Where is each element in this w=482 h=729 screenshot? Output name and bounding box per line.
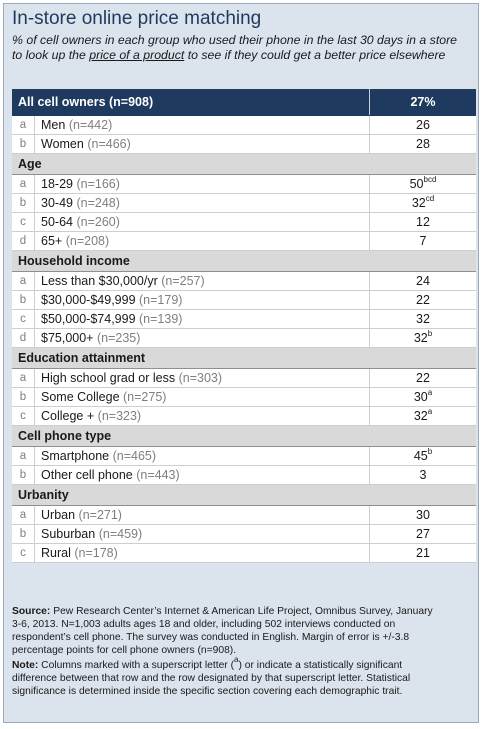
row-value-cell xyxy=(370,135,477,154)
row-label-cell xyxy=(35,175,370,194)
subtitle-line-1: % of cell owners in each group who used their phone in the last 30 days in a store xyxy=(12,33,458,47)
significance-superscript: a xyxy=(427,388,433,397)
table-row xyxy=(12,329,476,348)
row-value-cell xyxy=(370,369,477,388)
row-value-cell xyxy=(370,232,477,251)
source-label: Source: xyxy=(12,606,51,617)
row-label-cell xyxy=(35,310,370,329)
table-row xyxy=(12,407,476,426)
page-title: In-store online price matching xyxy=(12,8,262,29)
row-letter: a xyxy=(12,272,35,291)
header-label: All cell owners (n=908) xyxy=(12,89,370,116)
row-value-cell xyxy=(370,272,477,291)
table-row xyxy=(12,466,476,485)
table-row xyxy=(12,544,476,563)
row-letter: c xyxy=(12,213,35,232)
row-label-cell xyxy=(35,291,370,310)
row-letter: b xyxy=(12,135,35,154)
row-value-cell xyxy=(370,466,477,485)
note-post: ) or indicate a statistically significant xyxy=(238,660,403,671)
row-sample-size: (n=275) xyxy=(123,390,167,404)
table-row xyxy=(12,506,476,525)
significance-superscript: b xyxy=(427,447,433,456)
row-sample-size: (n=260) xyxy=(76,215,120,229)
row-letter: b xyxy=(12,194,35,213)
row-value-cell xyxy=(370,329,477,348)
row-letter: b xyxy=(12,525,35,544)
row-label: Urban xyxy=(41,508,76,522)
row-sample-size: (n=303) xyxy=(178,371,223,385)
row-letter: b xyxy=(12,466,35,485)
row-letter: a xyxy=(12,506,35,525)
significance-superscript: cd xyxy=(425,194,435,203)
row-label: Other cell phone xyxy=(41,468,133,482)
row-label: 50-64 xyxy=(41,215,73,229)
table-row xyxy=(12,116,476,135)
row-letter: c xyxy=(12,407,35,426)
row-label-cell xyxy=(35,213,370,232)
row-letter: c xyxy=(12,544,35,563)
row-label: 18-29 xyxy=(41,177,73,191)
row-value-cell xyxy=(370,506,477,525)
row-label-cell xyxy=(35,466,370,485)
table-row xyxy=(12,213,476,232)
note-line-2: difference between that row and the row designated by that superscript letter. Statistical xyxy=(12,673,411,684)
section-title: Cell phone type xyxy=(12,426,476,447)
row-sample-size: (n=208) xyxy=(65,234,110,248)
row-letter: a xyxy=(12,175,35,194)
row-label: 65+ xyxy=(41,234,63,248)
row-value: 32 xyxy=(413,409,428,423)
subtitle-line-2-pre: to look up the xyxy=(12,48,90,62)
row-sample-size: (n=166) xyxy=(76,177,120,191)
row-sample-size: (n=442) xyxy=(68,118,113,132)
row-sample-size: (n=178) xyxy=(74,546,118,560)
row-value: 30 xyxy=(413,390,428,404)
footnote xyxy=(12,605,474,700)
table-row xyxy=(12,175,476,194)
row-label: High school grad or less xyxy=(41,371,176,385)
row-letter: a xyxy=(12,369,35,388)
section-header xyxy=(12,426,476,447)
section-header xyxy=(12,485,476,506)
row-label: $75,000+ xyxy=(41,331,94,345)
row-label-cell xyxy=(35,232,370,251)
row-value: 22 xyxy=(416,293,430,307)
header-value: 27% xyxy=(370,89,477,116)
row-sample-size: (n=459) xyxy=(98,527,143,541)
row-value-cell xyxy=(370,544,477,563)
row-sample-size: (n=323) xyxy=(97,409,142,423)
row-label-cell xyxy=(35,369,370,388)
row-letter: c xyxy=(12,310,35,329)
row-value: 12 xyxy=(416,215,430,229)
row-sample-size: (n=443) xyxy=(136,468,180,482)
note-pre: Columns marked with a superscript letter ( xyxy=(38,660,235,671)
note-superscript: a xyxy=(234,655,239,664)
table-row xyxy=(12,194,476,213)
row-letter: b xyxy=(12,291,35,310)
row-value-cell xyxy=(370,175,477,194)
row-value: 32 xyxy=(411,196,426,210)
row-label-cell xyxy=(35,329,370,348)
row-sample-size: (n=271) xyxy=(78,508,122,522)
subtitle-underlined-phrase: price of a product xyxy=(89,48,185,62)
row-value-cell xyxy=(370,310,477,329)
source-note xyxy=(12,605,474,657)
row-value-cell xyxy=(370,447,477,466)
row-label-cell xyxy=(35,388,370,407)
row-value: 45 xyxy=(413,449,428,463)
table-row xyxy=(12,525,476,544)
row-value: 7 xyxy=(419,234,427,248)
row-value-cell xyxy=(370,116,477,135)
row-label: Men xyxy=(41,118,66,132)
row-sample-size: (n=257) xyxy=(161,274,205,288)
table-row xyxy=(12,369,476,388)
note-line-3: significance is determined inside the specific section covering each demographic trait. xyxy=(12,686,403,697)
table-row xyxy=(12,135,476,154)
row-label: Women xyxy=(41,137,84,151)
table-header-row xyxy=(12,89,476,116)
row-value: 24 xyxy=(416,274,430,288)
row-label: 30-49 xyxy=(41,196,73,210)
table-row xyxy=(12,232,476,251)
row-label: Smartphone xyxy=(41,449,110,463)
row-sample-size: (n=466) xyxy=(87,137,131,151)
table-row xyxy=(12,291,476,310)
row-sample-size: (n=248) xyxy=(76,196,120,210)
row-value: 28 xyxy=(416,137,430,151)
row-label-cell xyxy=(35,506,370,525)
row-letter: a xyxy=(12,116,35,135)
row-letter: d xyxy=(12,232,35,251)
chart-panel xyxy=(3,3,479,723)
row-value: 32 xyxy=(413,331,428,345)
subtitle-line-2 xyxy=(12,48,474,63)
row-value-cell xyxy=(370,525,477,544)
row-sample-size: (n=179) xyxy=(139,293,183,307)
row-label: Some College xyxy=(41,390,120,404)
row-value: 30 xyxy=(416,508,430,522)
source-line-2: 3-6, 2013. N=1,003 adults ages 18 and older, including 502 interviews conducted on xyxy=(12,619,396,630)
source-line-1: Pew Research Center’s Internet & American Life Project, Omnibus Survey, January xyxy=(50,606,433,617)
row-value: 22 xyxy=(416,371,430,385)
row-label-cell xyxy=(35,407,370,426)
section-header xyxy=(12,154,476,175)
row-value: 32 xyxy=(416,312,430,326)
source-line-3: respondent’s cell phone. The survey was conducted in English. Margin of error is +/-3.8 xyxy=(12,632,410,643)
row-sample-size: (n=235) xyxy=(96,331,141,345)
row-value-cell xyxy=(370,213,477,232)
results-table xyxy=(12,89,476,563)
significance-superscript: bcd xyxy=(423,175,437,184)
row-label: Suburban xyxy=(41,527,96,541)
section-title: Urbanity xyxy=(12,485,476,506)
row-label-cell xyxy=(35,272,370,291)
row-label: Rural xyxy=(41,546,71,560)
row-label: College + xyxy=(41,409,95,423)
row-sample-size: (n=465) xyxy=(112,449,157,463)
section-header xyxy=(12,251,476,272)
subtitle-line-2-post: to see if they could get a better price elsewhere xyxy=(184,48,446,62)
section-header xyxy=(12,348,476,369)
row-sample-size: (n=139) xyxy=(139,312,183,326)
row-value-cell xyxy=(370,291,477,310)
row-label-cell xyxy=(35,135,370,154)
section-title: Household income xyxy=(12,251,476,272)
row-value: 27 xyxy=(416,527,430,541)
row-value: 21 xyxy=(416,546,430,560)
source-line-4: percentage points for cell phone owners (n=908). xyxy=(12,645,237,656)
section-title: Education attainment xyxy=(12,348,476,369)
table-row xyxy=(12,388,476,407)
significance-note xyxy=(12,655,474,698)
row-letter: b xyxy=(12,388,35,407)
row-value-cell xyxy=(370,388,477,407)
row-value-cell xyxy=(370,407,477,426)
table-row xyxy=(12,447,476,466)
section-title: Age xyxy=(12,154,476,175)
row-label-cell xyxy=(35,194,370,213)
row-label-cell xyxy=(35,544,370,563)
row-label-cell xyxy=(35,525,370,544)
row-value-cell xyxy=(370,194,477,213)
row-letter: d xyxy=(12,329,35,348)
row-label: $50,000-$74,999 xyxy=(41,312,136,326)
note-label: Note: xyxy=(12,660,39,671)
significance-superscript: a xyxy=(427,407,433,416)
subtitle xyxy=(12,33,474,63)
row-label: $30,000-$49,999 xyxy=(41,293,136,307)
row-value: 3 xyxy=(419,468,427,482)
row-label-cell xyxy=(35,116,370,135)
row-value: 50 xyxy=(409,177,424,191)
table-row xyxy=(12,310,476,329)
row-letter: a xyxy=(12,447,35,466)
row-label-cell xyxy=(35,447,370,466)
row-value: 26 xyxy=(416,118,430,132)
table-row xyxy=(12,272,476,291)
row-label: Less than $30,000/yr xyxy=(41,274,158,288)
significance-superscript: b xyxy=(427,329,433,338)
